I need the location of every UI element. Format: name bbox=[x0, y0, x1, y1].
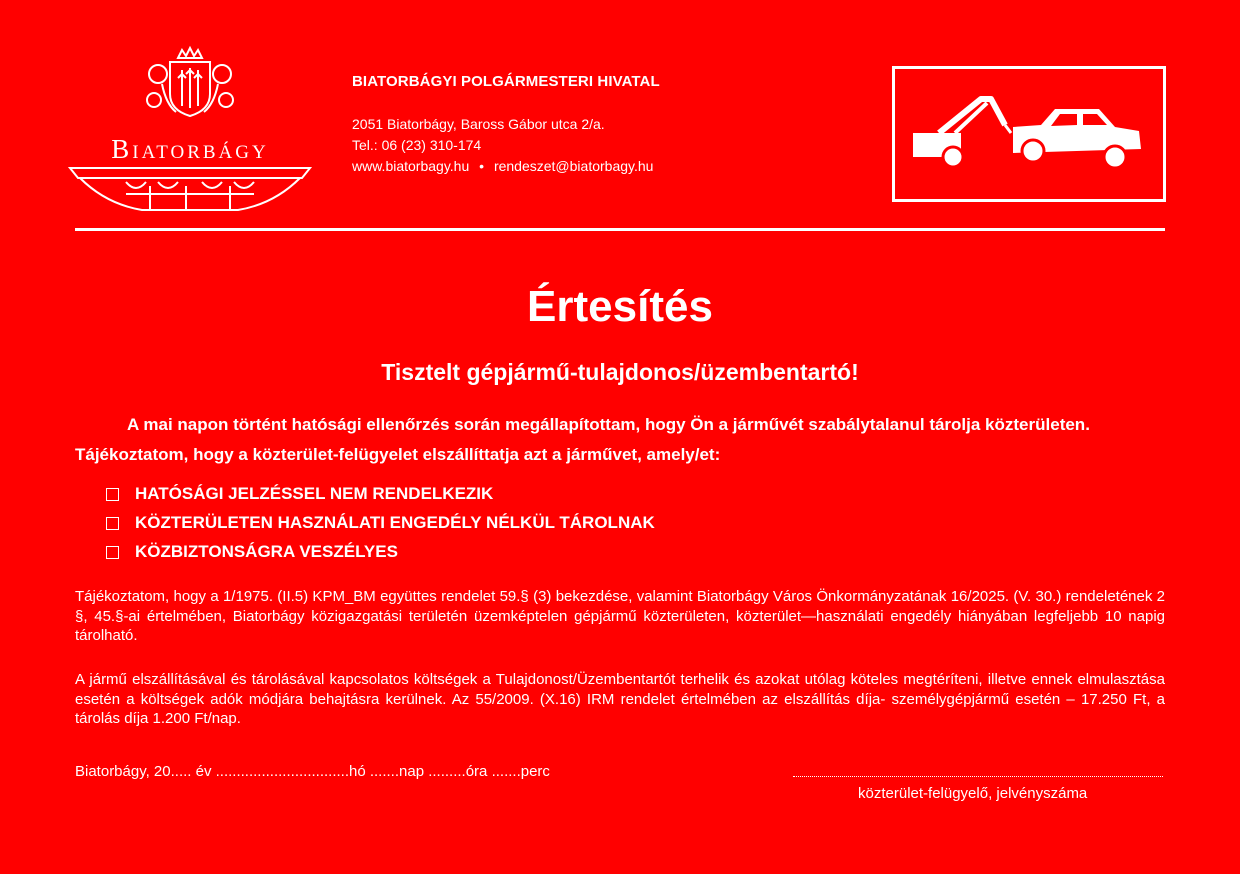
option-row bbox=[106, 513, 655, 533]
signature-line bbox=[793, 776, 1163, 777]
header-divider bbox=[75, 228, 1165, 231]
intro-text-2: Tájékoztatom, hogy a közterület-felügyelet elszállíttatja azt a járművet, amely/et: bbox=[75, 445, 721, 464]
option-label: KÖZTERÜLETEN HASZNÁLATI ENGEDÉLY NÉLKÜL TÁROLNAK bbox=[135, 513, 655, 532]
logo-text: Biatorbágy bbox=[111, 134, 269, 164]
city-logo bbox=[66, 44, 314, 216]
option-label: KÖZBIZTONSÁGRA VESZÉLYES bbox=[135, 542, 398, 561]
option-row bbox=[106, 542, 398, 562]
contact-line bbox=[352, 158, 653, 174]
legal-paragraph-1: Tájékoztatom, hogy a 1/1975. (II.5) KPM_BM együttes rendelet 59.§ (3) bekezdése, valamint Biatorbágy Város Önkormányzatának 16/2025. (V. 30.) rendeletének 2 §, 45.§-ai értelmében, Biatorbágy közigazgatási területén üzemképtelen gépjármű közterületen, közterület—használati engedély hiányában legfeljebb 10 napig tárolható. bbox=[75, 588, 1165, 644]
separator-dot: • bbox=[479, 158, 485, 174]
tow-away-sign bbox=[892, 66, 1166, 202]
tow-truck-icon bbox=[895, 69, 1163, 199]
phone: Tel.: 06 (23) 310-174 bbox=[352, 137, 482, 153]
org-name: BIATORBÁGYI POLGÁRMESTERI HIVATAL bbox=[352, 73, 660, 90]
date-line: Biatorbágy, 20..... év ................................hó .......nap .........óra .......perc bbox=[75, 763, 550, 780]
coat-of-arms-icon bbox=[66, 44, 314, 216]
option-row bbox=[106, 484, 493, 504]
option-label: HATÓSÁGI JELZÉSSEL NEM RENDELKEZIK bbox=[135, 484, 494, 503]
checkbox-no-permit[interactable] bbox=[106, 517, 119, 530]
intro-text-1: A mai napon történt hatósági ellenőrzés során megállapítottam, hogy Ön a járművét szabálytalanul tárolja közterületen. bbox=[127, 415, 1090, 434]
salutation: Tisztelt gépjármű-tulajdonos/üzembentartó! bbox=[381, 359, 859, 385]
page-title: Értesítés bbox=[527, 282, 713, 331]
legal-paragraph-2: A jármű elszállításával és tárolásával kapcsolatos költségek a Tulajdonost/Üzembentartót terhelik és azokat utólag köteles megtéríteni, illetve ennek elmulasztása esetén a költségek adók módjára behajtásra kerülnek. Az 55/2009. (X.16) IRM rendelet értelmében az elszállítás díja- személygépjármű esetén – 17.250 Ft, a tárolás díja 1.200 Ft/nap. bbox=[75, 671, 1165, 727]
address: 2051 Biatorbágy, Baross Gábor utca 2/a. bbox=[352, 116, 605, 132]
signature-label: közterület-felügyelő, jelvényszáma bbox=[858, 785, 1088, 802]
checkbox-no-plate[interactable] bbox=[106, 488, 119, 501]
checkbox-dangerous[interactable] bbox=[106, 546, 119, 559]
website-link[interactable]: www.biatorbagy.hu bbox=[352, 158, 470, 174]
email-link[interactable]: rendeszet@biatorbagy.hu bbox=[493, 158, 654, 174]
